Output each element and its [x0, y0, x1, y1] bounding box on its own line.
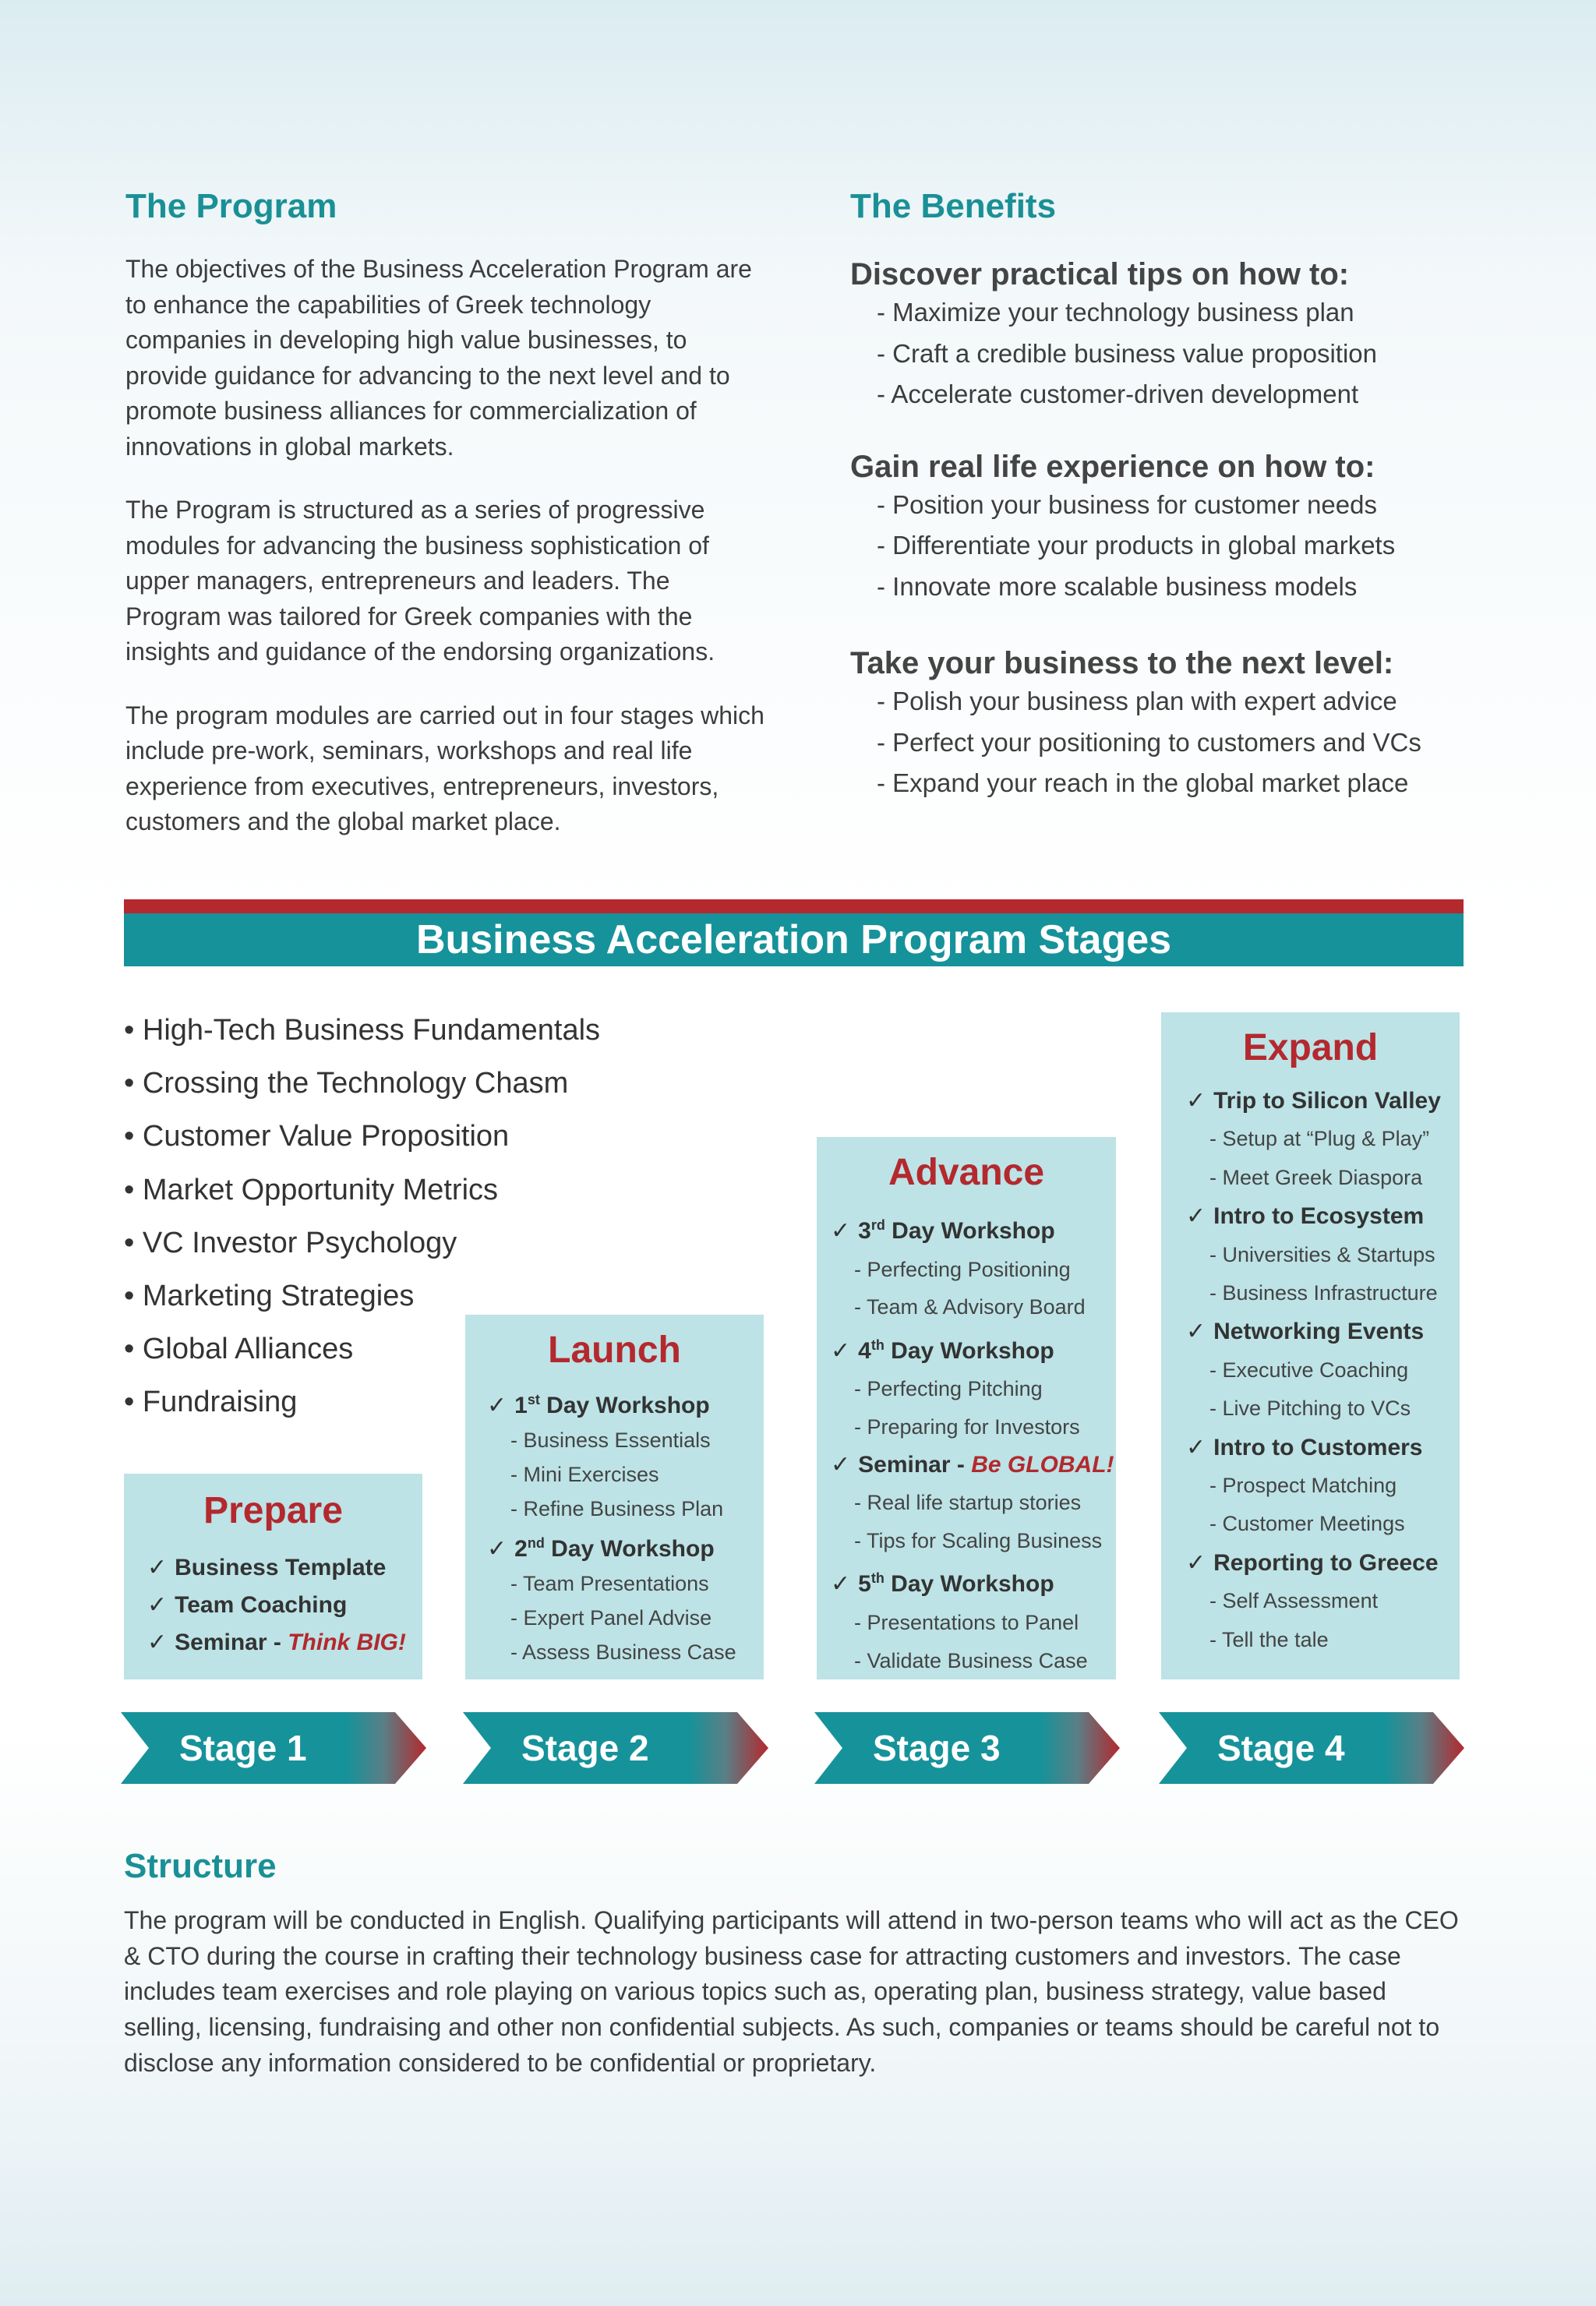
benefit-item: - Differentiate your products in global markets [877, 525, 1552, 567]
ordinal-suffix: rd [870, 1217, 885, 1233]
stage-box-expand [1161, 1012, 1460, 1679]
stage-sub-item [831, 1642, 1116, 1680]
stage-label: Stage 1 [178, 1728, 307, 1768]
benefit-item: - Innovate more scalable business models [877, 567, 1552, 608]
stage-sub-item [487, 1566, 764, 1601]
stage-item-text: Day Workshop [884, 1571, 1054, 1598]
stage-item-text: Mini Exercises [523, 1463, 659, 1486]
stage-sub-item [487, 1635, 764, 1669]
dash-bullet: - [854, 1377, 867, 1401]
stage-item-text: Perfecting Pitching [867, 1377, 1043, 1401]
structure-section [124, 1847, 1464, 2082]
benefit-item: - Maximize your technology business plan [877, 292, 1552, 334]
stage-sub-item [1186, 1274, 1460, 1312]
stage-item-text: Tell the tale [1222, 1627, 1329, 1651]
stages-banner: Business Acceleration Program Stages [124, 913, 1464, 966]
module-item: • Global Alliances [124, 1323, 600, 1375]
stage-sub-item [487, 1601, 764, 1635]
program-paragraph-3: The program modules are carried out in four stages which include pre-work, seminars, workshops and real life experience from executives, entrepreneurs, investors, customers and the global market place. [125, 701, 764, 835]
ordinal-suffix: nd [527, 1535, 545, 1551]
stage-sub-item [1186, 1467, 1460, 1505]
dash-bullet: - [854, 1414, 867, 1439]
stage-item-text: Universities & Startups [1222, 1242, 1435, 1266]
stage-items [124, 1549, 422, 1662]
checkmark-icon: ✓ [1186, 1088, 1206, 1114]
stage-sub-item [487, 1457, 764, 1492]
stage-item-text: Team & Advisory Board [867, 1295, 1086, 1319]
benefits-group-heading: Discover practical tips on how to: [850, 257, 1350, 291]
benefits-group-heading: Gain real life experience on how to: [850, 449, 1375, 484]
module-item: • Marketing Strategies [124, 1270, 600, 1323]
stage-item-text: Refine Business Plan [523, 1497, 724, 1520]
stage-item-text: Tips for Scaling Business [867, 1528, 1103, 1552]
program-paragraph-1: The objectives of the Business Acceleration Program are to enhance the capabilities of Greek technology companies in developing high value businesses, to provide guidance for advancing to the next level and to promote business alliances for commercialization of innovations in global markets. [125, 255, 752, 461]
benefits-section [850, 187, 1552, 804]
dash-bullet: - [1209, 1474, 1223, 1498]
checkmark-icon: ✓ [147, 1555, 168, 1580]
module-item: • Market Opportunity Metrics [124, 1164, 600, 1217]
ordinal-suffix: th [870, 1570, 885, 1587]
benefit-item: - Accelerate customer-driven development [877, 374, 1552, 415]
stage-items [817, 1206, 1116, 1679]
dash-bullet: - [510, 1606, 524, 1630]
stage-main-item [487, 1383, 764, 1423]
stage-item-text: Day Workshop [884, 1337, 1054, 1364]
stage-sub-item [1186, 1505, 1460, 1543]
dash-bullet: - [1209, 1627, 1223, 1651]
dash-bullet: - [1209, 1589, 1223, 1613]
stage-sub-item [1186, 1390, 1460, 1428]
seminar-slogan: Think BIG! [288, 1630, 406, 1655]
stage-sub-item [831, 1484, 1116, 1522]
module-item: • Customer Value Proposition [124, 1110, 600, 1163]
checkmark-icon: ✓ [487, 1536, 507, 1562]
benefit-item: - Craft a credible business value proposition [877, 334, 1552, 375]
stage-item-text: Intro to Ecosystem [1213, 1203, 1425, 1230]
stage-sub-item [487, 1423, 764, 1457]
stage-sub-item [831, 1370, 1116, 1408]
stage-main-item [1186, 1312, 1460, 1351]
stage-item-text: Prospect Matching [1222, 1474, 1397, 1498]
stage-main-item [831, 1326, 1116, 1371]
dash-bullet: - [854, 1257, 867, 1281]
checkmark-icon: ✓ [831, 1451, 851, 1478]
stage-main-item [124, 1624, 422, 1662]
stage-title: Prepare [203, 1490, 343, 1531]
dash-bullet: - [854, 1610, 867, 1634]
checkmark-icon: ✓ [1186, 1319, 1206, 1345]
stage-box-prepare [124, 1474, 422, 1679]
dash-bullet: - [854, 1491, 867, 1515]
stage-title: Expand [1242, 1027, 1379, 1068]
stage-item-text: Day Workshop [539, 1393, 710, 1418]
stage-item-text: Real life startup stories [867, 1491, 1082, 1515]
stage-main-item [1186, 1197, 1460, 1235]
checkmark-icon: ✓ [1186, 1203, 1206, 1230]
stage-sub-item [1186, 1120, 1460, 1158]
stage-item-text: Live Pitching to VCs [1222, 1397, 1411, 1421]
stage-item-text: Perfecting Positioning [867, 1257, 1071, 1281]
stage-item-text: Seminar - [175, 1630, 288, 1655]
program-title: The Program [125, 187, 337, 225]
stage-item-text: Setup at “Plug & Play” [1222, 1127, 1430, 1151]
dash-bullet: - [510, 1497, 524, 1520]
program-paragraph-2: The Program is structured as a series of progressive modules for advancing the business sophistication of upper managers, entrepreneurs and leaders. The Program was tailored for Greek companies with the insights and guidance of the endorsing organizations. [125, 496, 715, 666]
checkmark-icon: ✓ [831, 1571, 851, 1598]
checkmark-icon: ✓ [831, 1337, 851, 1364]
stage-label: Stage 3 [872, 1728, 1001, 1768]
stage-item-text: Meet Greek Diaspora [1222, 1165, 1423, 1189]
workshop-day-number: 4 [858, 1337, 871, 1364]
workshop-day-number: 5 [858, 1571, 871, 1598]
benefit-item: - Perfect your positioning to customers and VCs [877, 722, 1552, 764]
stage-items [1161, 1082, 1460, 1659]
stage-main-item [831, 1559, 1116, 1604]
workshop-day-number: 1 [514, 1393, 528, 1418]
checkmark-icon: ✓ [1186, 1434, 1206, 1460]
stage-main-item [487, 1526, 764, 1566]
benefits-list [850, 485, 1552, 608]
dash-bullet: - [1209, 1165, 1223, 1189]
stage-sub-item [831, 1288, 1116, 1326]
stage-item-text: Expert Panel Advise [523, 1606, 712, 1630]
stage-sub-item [1186, 1621, 1460, 1659]
stage-sub-item [1186, 1236, 1460, 1274]
stage-item-text: Trip to Silicon Valley [1213, 1088, 1441, 1114]
dash-bullet: - [854, 1295, 867, 1319]
stage-sub-item [1186, 1159, 1460, 1197]
workshop-day-number: 3 [858, 1218, 871, 1244]
checkmark-icon: ✓ [487, 1393, 507, 1418]
dash-bullet: - [1209, 1242, 1223, 1266]
benefit-item: - Polish your business plan with expert advice [877, 681, 1552, 722]
module-item: • High-Tech Business Fundamentals [124, 1004, 600, 1057]
stage-item-text: Team Coaching [175, 1592, 348, 1618]
dash-bullet: - [510, 1463, 524, 1486]
checkmark-icon: ✓ [147, 1630, 168, 1655]
stage-item-text: Business Essentials [523, 1428, 711, 1452]
stage-item-text: Business Template [175, 1555, 387, 1580]
stage-item-text: Presentations to Panel [867, 1610, 1079, 1634]
stage-item-text: Preparing for Investors [867, 1414, 1080, 1439]
stage-main-item [124, 1549, 422, 1587]
benefit-item: - Position your business for customer needs [877, 485, 1552, 526]
dash-bullet: - [510, 1572, 524, 1595]
dash-bullet: - [1209, 1358, 1223, 1382]
stage-3-chevron [814, 1712, 1120, 1784]
stage-item-text: Validate Business Case [867, 1648, 1088, 1672]
stage-sub-item [831, 1522, 1116, 1560]
benefits-group-heading: Take your business to the next level: [850, 646, 1394, 680]
structure-text: The program will be conducted in English. Qualifying participants will attend in two-person teams who will act as the CEO & CTO during the course in crafting their technology business case for attracting customers and investors. The case includes team exercises and role playing on various topics such as, operating plan, business strategy, value based selling, licensing, fundraising and other non confidential subjects. As such, companies or teams should be careful not to disclose any information considered to be confidential or proprietary. [124, 1906, 1459, 2077]
stage-item-text: Intro to Customers [1213, 1434, 1423, 1460]
stage-item-text: Seminar - [858, 1451, 972, 1478]
stage-main-item [124, 1587, 422, 1624]
stage-sub-item [831, 1408, 1116, 1446]
stage-item-text: Customer Meetings [1222, 1512, 1405, 1536]
structure-title: Structure [124, 1847, 277, 1885]
benefits-title: The Benefits [850, 187, 1057, 225]
checkmark-icon: ✓ [1186, 1549, 1206, 1576]
stage-item-text: Self Assessment [1222, 1589, 1379, 1613]
dash-bullet: - [1209, 1127, 1223, 1151]
stage-sub-item [1186, 1351, 1460, 1390]
stage-main-item [831, 1206, 1116, 1251]
workshop-day-number: 2 [514, 1536, 528, 1562]
module-item: • Fundraising [124, 1375, 600, 1428]
program-section [125, 187, 772, 840]
stage-sub-item [831, 1604, 1116, 1642]
stage-main-item [1186, 1428, 1460, 1467]
stage-item-text: Day Workshop [885, 1218, 1055, 1244]
stage-item-text: Executive Coaching [1222, 1358, 1409, 1382]
stage-item-text: Networking Events [1213, 1319, 1425, 1345]
stage-sub-item [831, 1251, 1116, 1289]
ordinal-suffix: st [527, 1392, 540, 1407]
stage-1-chevron [121, 1712, 426, 1784]
dash-bullet: - [854, 1528, 867, 1552]
module-item: • Crossing the Technology Chasm [124, 1057, 600, 1110]
stage-main-item [1186, 1544, 1460, 1582]
stage-label: Stage 4 [1216, 1728, 1345, 1768]
benefits-list [850, 292, 1552, 415]
stage-main-item [1186, 1082, 1460, 1120]
benefits-list [850, 681, 1552, 804]
stage-title: Advance [888, 1152, 1045, 1193]
stage-box-launch [465, 1315, 764, 1679]
stage-item-text: Business Infrastructure [1222, 1281, 1438, 1305]
checkmark-icon: ✓ [147, 1592, 168, 1618]
stage-title: Launch [548, 1330, 681, 1371]
stage-item-text: Team Presentations [523, 1572, 709, 1595]
stage-item-text: Reporting to Greece [1213, 1549, 1439, 1576]
dash-bullet: - [1209, 1512, 1223, 1536]
stage-label: Stage 2 [521, 1728, 649, 1768]
stage-items [465, 1383, 764, 1669]
dash-bullet: - [510, 1428, 524, 1452]
seminar-slogan: Be GLOBAL! [971, 1451, 1114, 1478]
dash-bullet: - [1209, 1397, 1223, 1421]
stage-sub-item [487, 1492, 764, 1526]
stage-item-text: Assess Business Case [522, 1640, 736, 1664]
stage-item-text: Day Workshop [544, 1536, 715, 1562]
stage-box-advance [817, 1137, 1116, 1679]
dash-bullet: - [1209, 1281, 1223, 1305]
stage-sub-item [1186, 1582, 1460, 1620]
stage-4-chevron [1159, 1712, 1464, 1784]
dash-bullet: - [510, 1640, 523, 1664]
dash-bullet: - [854, 1648, 867, 1672]
module-item: • VC Investor Psychology [124, 1217, 600, 1270]
stage-2-chevron [463, 1712, 768, 1784]
banner-accent-bar [124, 899, 1464, 913]
ordinal-suffix: th [870, 1337, 885, 1353]
benefit-item: - Expand your reach in the global market place [877, 763, 1552, 804]
stage-main-item [831, 1446, 1116, 1485]
checkmark-icon: ✓ [831, 1218, 851, 1244]
